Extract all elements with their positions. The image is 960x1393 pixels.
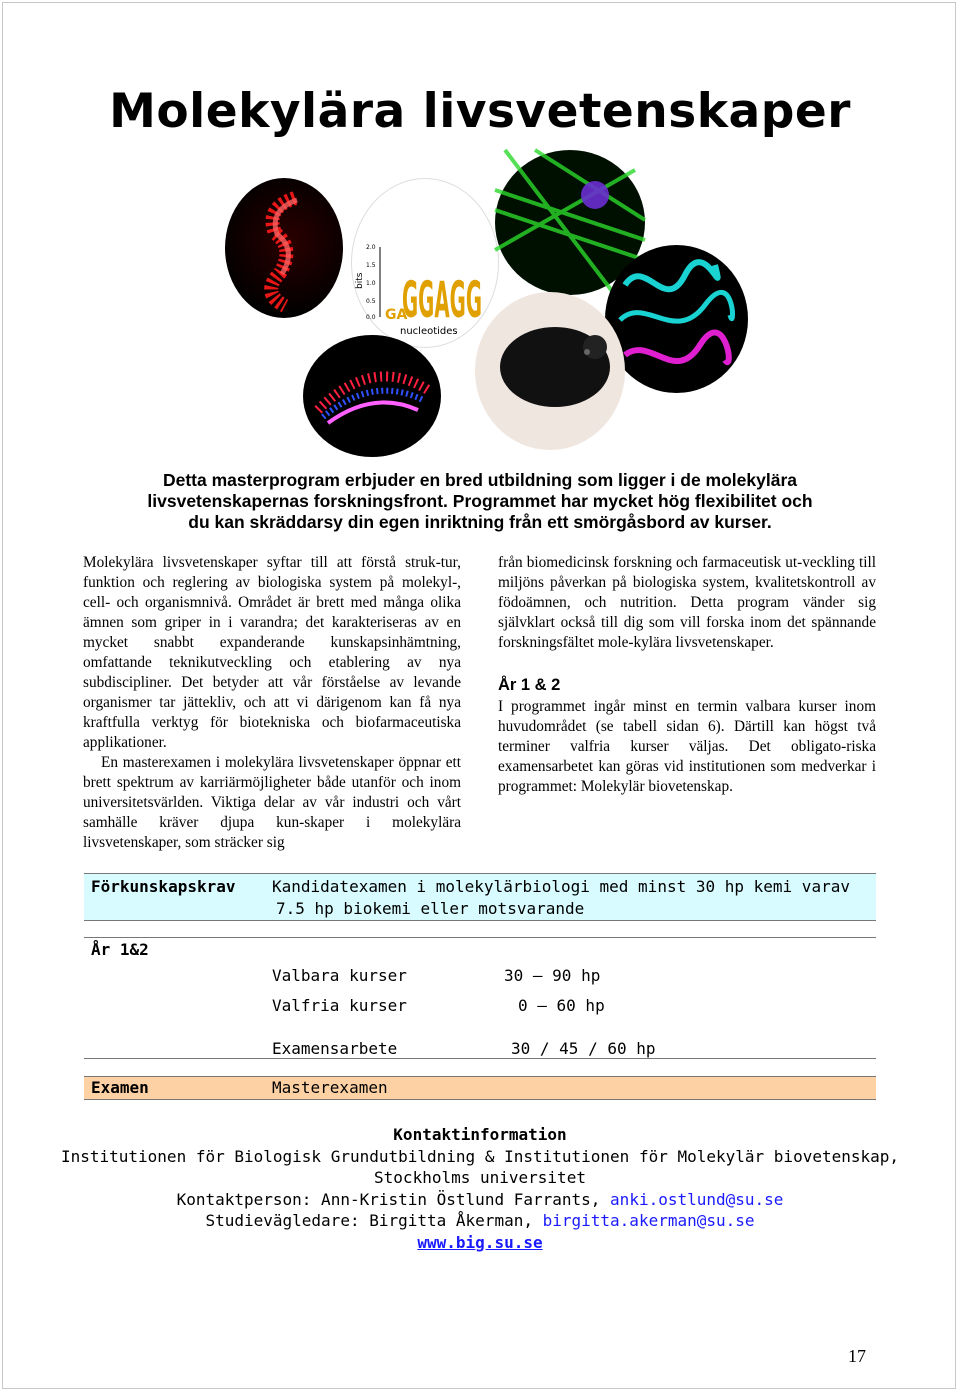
body-paragraph: I programmet ingår minst en termin valbara kurser inom huvudområdet (se tabell sidan 6). Därtill kan högst två terminer valfria kurser väljas. Det obligato-riska examensarbetet kan göras vid institutionen som medverkar i programmet: Molekylär biovetenskap. [498,698,876,795]
body-paragraph: från biomedicinsk forskning och farmaceutisk ut-veckling till miljöns påverkan på biologiska system, kvalitetskontroll av födoämnen, och nutrition. Detta program vänder sig självklart också till dig som vill forska inom det spännande forskningsfältet mole-kylära livsvetenskaper. [498,554,876,651]
image-collage [215,150,755,450]
tick-label: 1.5 [366,262,376,269]
page-title: Molekylära livsvetenskaper [109,84,851,139]
mouse-image [475,292,625,450]
protein-structure-image [605,245,748,393]
study-advisor [0,1210,960,1232]
contact-heading: Kontaktinformation [393,1125,567,1144]
contact-section [0,1124,960,1253]
logo-letters: GGAGG [402,271,482,329]
course-type: Valbara kurser [272,966,407,985]
intro-line: du kan skräddarsy din egen inriktning från ett smörgåsbord av kurser. [188,512,772,532]
section-heading: År 1 & 2 [498,676,561,694]
course-credits: 0 – 60 hp [518,996,605,1015]
exam-label: Examen [91,1078,149,1097]
small-logo-letters: GA [385,307,408,323]
intro-line: livsvetenskapernas forskningsfront. Programmet har mycket hög flexibilitet och [147,491,813,511]
table-divider [84,937,876,938]
contact-line: Stockholms universitet [374,1168,586,1187]
contact-person-text: Kontaktperson: Ann-Kristin Östlund Farrants, [176,1189,611,1209]
contact-line: Institutionen för Biologisk Grundutbildning & Institutionen för Molekylär biovetenskap, [60,1146,900,1166]
page-number: 17 [848,1346,866,1366]
course-credits: 30 – 90 hp [504,966,601,985]
course-credits: 30 / 45 / 60 hp [511,1039,656,1058]
course-type: Valfria kurser [272,996,407,1015]
red-cells-image [225,178,343,318]
intro-line: Detta masterprogram erbjuder en bred utbildning som ligger i de molekylära [162,470,798,490]
course-type: Examensarbete [272,1039,398,1058]
exam-row [84,1076,876,1100]
table-divider [84,1058,876,1059]
nucleotides-label: nucleotides [400,326,458,337]
body-column-left [83,553,461,853]
study-advisor-text: Studievägledare: Birgitta Åkerman, [205,1211,543,1230]
tick-label: 1.0 [366,280,376,287]
embryo-image [303,335,441,457]
prerequisites-text: 7.5 hp biokemi eller motsvarande [276,899,585,918]
exam-value: Masterexamen [272,1078,388,1097]
contact-person [0,1189,960,1211]
body-column-right [498,553,876,797]
website-link[interactable]: www.big.su.se [417,1232,543,1252]
body-paragraph: Molekylära livsvetenskaper syftar till att förstå struk-tur, funktion och reglering av biologiska system på molekyl-, cell- och organismnivå. Området är brett med många olika ämnen som griper in i varandra; det karakteriseras av en mycket snabbt expanderande kunskapsinhämtning, omfattande teknikutveckling och etablering av nya subdiscipliner. Det betyder att vår förståelse av levande organismer tar jättekliv, och att vi därigenom kan få nya kraftfulla verktyg för biotekniska och biofarmaceutiska applikationer. [83,554,461,751]
year-label: År 1&2 [91,940,149,959]
prerequisites-label: Förkunskapskrav [91,877,236,896]
bits-axis-label: bits [355,272,365,289]
tick-label: 0.0 [366,314,376,321]
study-advisor-email-link[interactable]: birgitta.akerman@su.se [542,1211,755,1230]
contact-person-email-link[interactable]: anki.ostlund@su.se [610,1189,784,1209]
body-paragraph: En masterexamen i molekylära livsvetenskaper öppnar ett brett spektrum av karriärmöjligheter både utanför och inom universitetsvärlden. Viktiga delar av vår industri och vårt samhälle kräver djupa kun-skaper i molekylära livsvetenskaper, som sträcker sig [83,754,461,851]
prerequisites-text: Kandidatexamen i molekylärbiologi med minst 30 hp kemi varav [272,877,850,896]
tick-label: 2.0 [366,244,376,251]
tick-label: 0.5 [366,298,376,305]
intro-text [90,470,870,533]
